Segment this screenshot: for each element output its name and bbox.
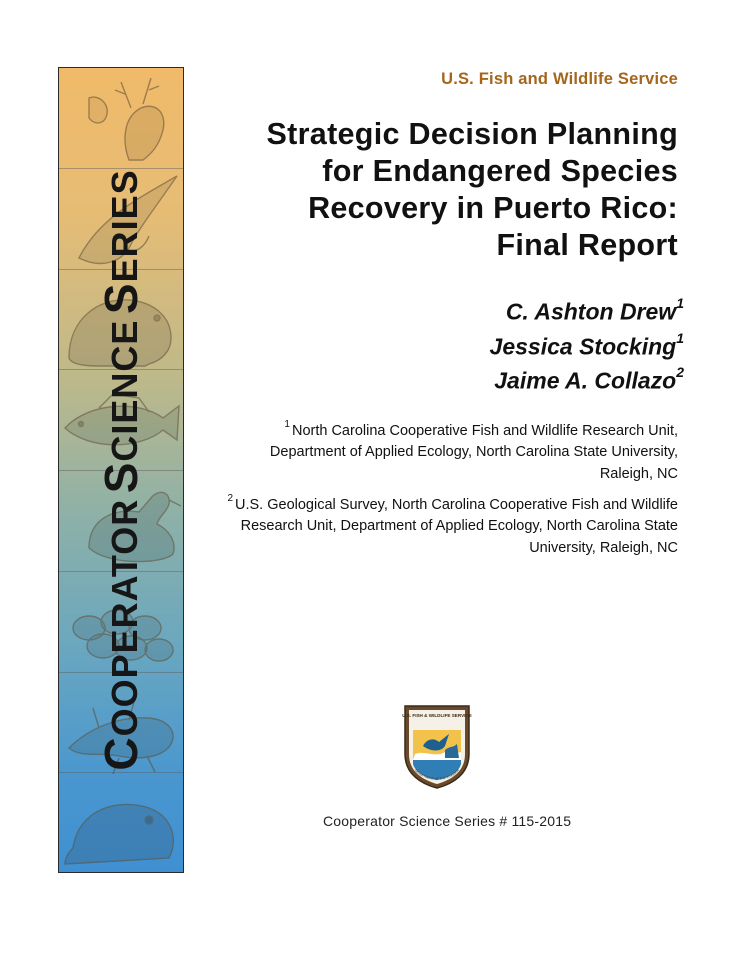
logo-text-bottom: DEPARTMENT OF THE INTERIOR [413, 768, 461, 782]
author: Jaime A. Collazo$^2$ [494, 364, 684, 394]
agency-name: U.S. Fish and Wildlife Service [441, 70, 678, 88]
title-line: Strategic Decision Planning [266, 117, 678, 151]
author: C. Ashton Drew$^1$ [505, 295, 684, 325]
title-line: for Endangered Species [322, 154, 678, 188]
title-line: Recovery in Puerto Rico: [308, 191, 678, 225]
series-band [58, 67, 184, 873]
title-line: Final Report [496, 228, 678, 262]
affiliation-2: $^2$ U.S. Geological Survey, North Carolina Cooperative Fish and Wildlife Research Unit, Department of Applied Ecology, North Carolina State University, Raleigh, NC [227, 493, 678, 556]
usfws-shield-logo [401, 702, 473, 790]
report-title [208, 116, 678, 264]
author-list [490, 292, 684, 396]
author: Jessica Stocking$^1$ [489, 329, 684, 360]
affiliation-1: $^1$ North Carolina Cooperative Fish and Wildlife Research Unit, Department of Applied Ecology, North Carolina State University, Raleigh, NC [269, 419, 678, 482]
series-vertical-title: COOPERATOR SCIENCE SERIES [95, 169, 147, 771]
series-number: Cooperator Science Series # 115-2015 [323, 813, 572, 829]
logo-text-top: U.S. FISH & WILDLIFE SERVICE [402, 713, 472, 718]
